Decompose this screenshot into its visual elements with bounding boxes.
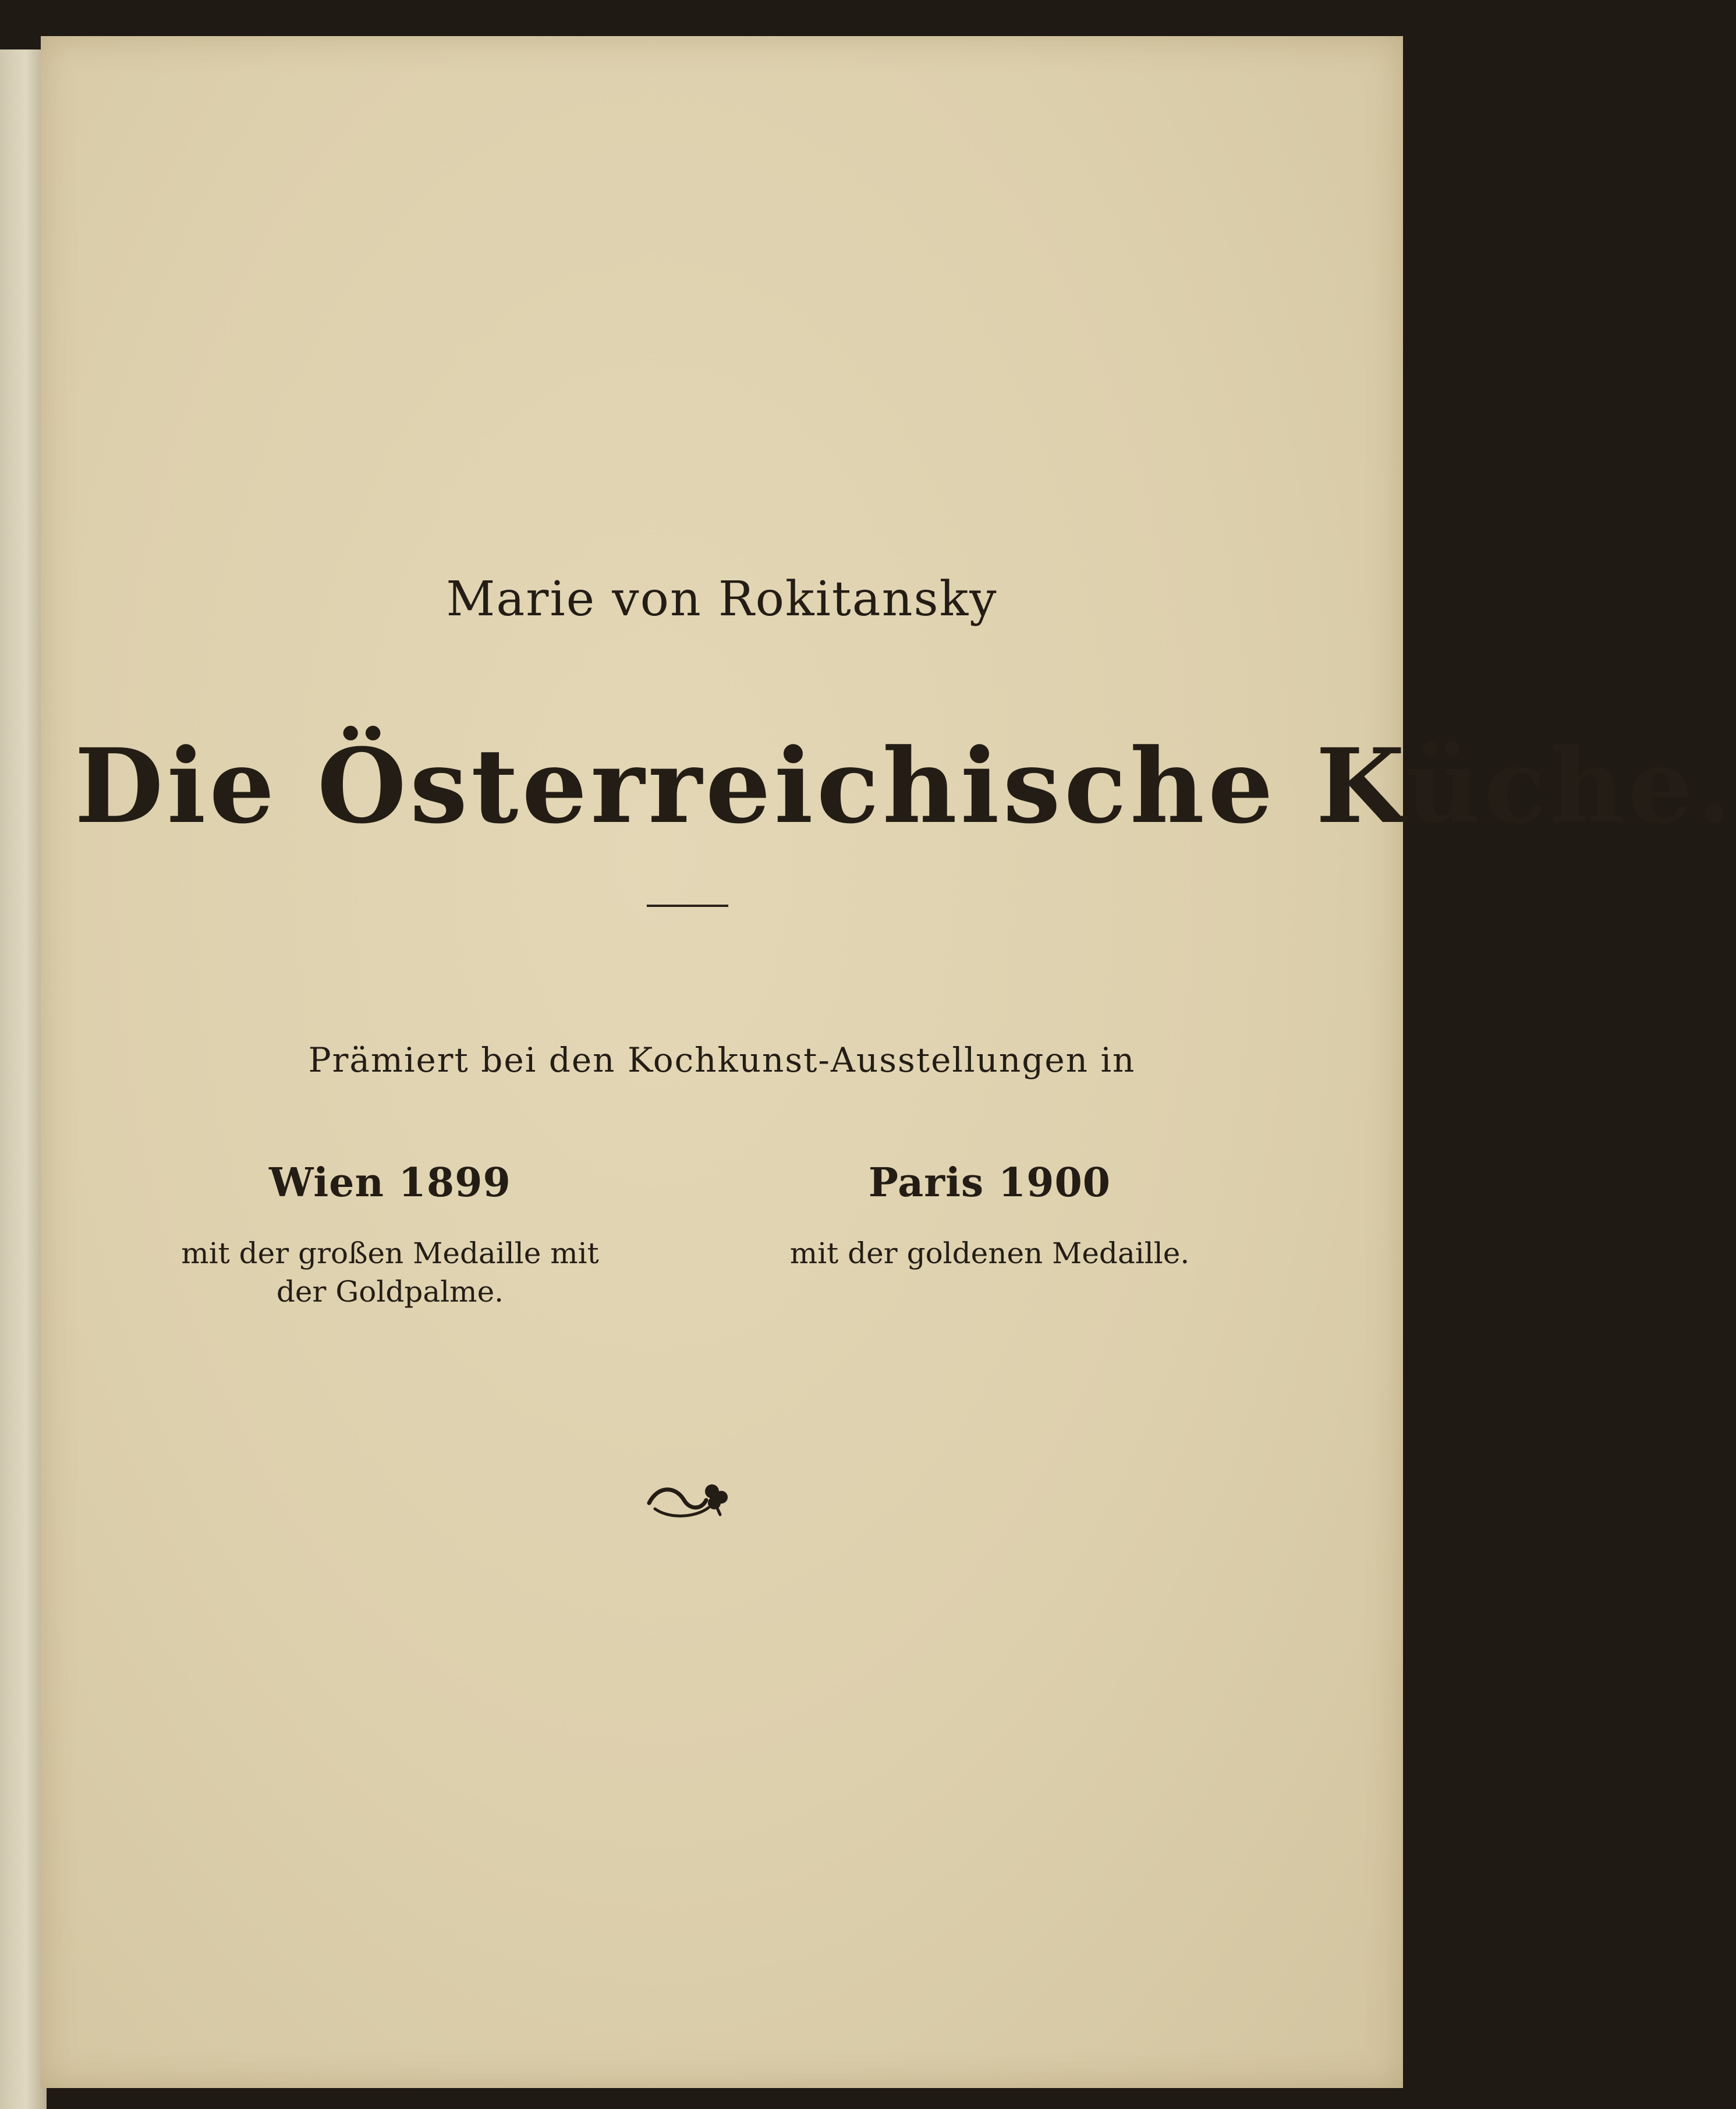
award-paris (757, 1160, 1223, 1273)
author-name: Marie von Rokitansky (446, 572, 998, 627)
award-description-line: der Goldpalme. (276, 1275, 504, 1309)
award-heading: Paris 1900 (868, 1160, 1111, 1206)
award-description-line: mit der großen Medaille mit (181, 1236, 599, 1270)
award-description (757, 1234, 1223, 1273)
previous-page-edge (0, 49, 47, 2109)
book-title: Die Österreichische Küche. (75, 726, 1736, 846)
award-heading: Wien 1899 (269, 1160, 511, 1206)
divider-rule (647, 905, 728, 907)
fleuron-ornament-icon (643, 1468, 731, 1520)
award-vienna (157, 1160, 623, 1311)
award-description (157, 1234, 623, 1311)
title-page (41, 36, 1736, 2088)
awarded-line: Prämiert bei den Kochkunst-Ausstellungen in (308, 1040, 1136, 1080)
award-description-line: mit der goldenen Medaille. (789, 1236, 1190, 1270)
